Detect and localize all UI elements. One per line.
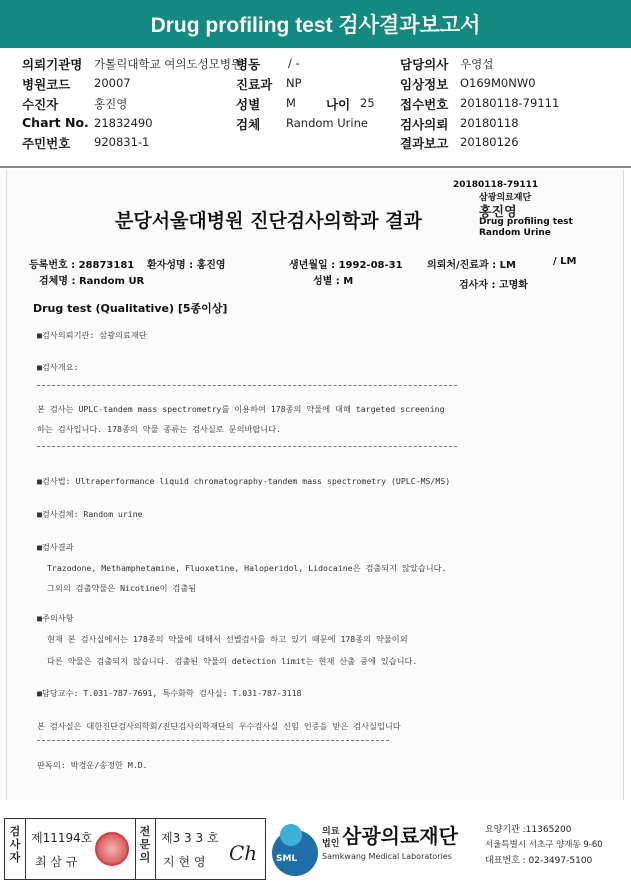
caution-line-2: 다른 약물은 검출되지 않습니다. 검출된 약물의 detection limit는 현재 산출 중에 있습니다. bbox=[47, 656, 418, 666]
inspector-label: 검사자 bbox=[9, 825, 21, 864]
overview-line-2: 하는 검사입니다. 178종의 약물 종류는 검사실로 문의바랍니다. bbox=[37, 424, 282, 434]
rrn-value: 920831-1 bbox=[94, 135, 150, 149]
org-prefix-2: 법인 bbox=[322, 839, 340, 849]
ward-label: 병동 bbox=[236, 57, 261, 72]
result-line-1: Trazodone, Methamphetamine, Fluoxetine, Haloperidol, Lidocaine은 검출되지 않았습니다. bbox=[47, 563, 447, 573]
divider-line bbox=[25, 819, 26, 879]
clinical-value: O169M0NW0 bbox=[460, 76, 536, 90]
reader: 판독의: 박경운/송정한 M.D. bbox=[37, 760, 148, 770]
header-divider bbox=[0, 166, 631, 168]
hospital-code-label: 병원코드 bbox=[22, 77, 71, 92]
drug-test-title: Drug test (Qualitative) [5종이상] bbox=[33, 302, 228, 315]
examiner: 검사자 : 고명화 bbox=[459, 280, 528, 291]
org-name: 삼광의료재단 bbox=[342, 824, 458, 848]
stamp-test: Drug profiling test bbox=[479, 217, 573, 227]
specialist-name: 지 현 영 bbox=[163, 855, 206, 869]
inspector-seal bbox=[95, 832, 129, 866]
requester: 의뢰처/진료과 : LM bbox=[427, 260, 516, 271]
hospital-title: 분당서울대병원 진단검사의학과 결과 bbox=[115, 210, 422, 232]
stamp-specimen: Random Urine bbox=[479, 228, 551, 238]
stamp-name: 홍진영 bbox=[479, 205, 517, 220]
specialist-label: 전문의 bbox=[139, 825, 151, 864]
sex-label: 성별 bbox=[236, 97, 261, 112]
sml-logo-text: SML bbox=[276, 854, 298, 864]
stamp-receipt: 20180118-79111 bbox=[453, 180, 539, 190]
stamp-org: 삼광의료재단 bbox=[479, 193, 532, 203]
sex: 성별 : M bbox=[313, 276, 354, 287]
care-no: 요양기관 :11365200 bbox=[485, 825, 572, 835]
clinical-label: 임상정보 bbox=[400, 77, 449, 92]
chart-value: 21832490 bbox=[94, 116, 153, 130]
phone: 대표번호 : 02-3497-5100 bbox=[485, 856, 593, 866]
inspector-name: 최 삼 규 bbox=[35, 855, 78, 869]
ward-value: / - bbox=[288, 56, 300, 70]
method: ■검사법: Ultraperformance liquid chromatography-tandem mass spectrometry (UPLC-MS/MS) bbox=[37, 476, 451, 486]
result-heading: ■검사결과 bbox=[37, 542, 74, 552]
specimen-name: 검체명 : Random UR bbox=[39, 276, 145, 287]
institution-label: 의뢰기관명 bbox=[22, 57, 83, 72]
age-value: 25 bbox=[360, 96, 375, 110]
contact: ■담당교수: T.031-787-7691, 특수화학 검사실: T.031-787-3118 bbox=[37, 688, 302, 698]
report-header bbox=[0, 48, 631, 166]
report-date-value: 20180126 bbox=[460, 135, 519, 149]
rrn-label: 주민번호 bbox=[22, 136, 71, 151]
request-value: 20180118 bbox=[460, 116, 519, 130]
specialist-no: 제3 3 3 호 bbox=[161, 831, 219, 845]
result-line-2: 그외의 검출약물은 Nicotine이 검출됨 bbox=[47, 583, 197, 593]
signature-box bbox=[4, 818, 266, 880]
receipt-value: 20180118-79111 bbox=[460, 96, 560, 110]
scanned-report bbox=[6, 170, 624, 800]
patient-label: 수진자 bbox=[22, 97, 59, 112]
report-footer bbox=[0, 812, 631, 883]
requester-dept: / LM bbox=[553, 256, 577, 267]
patient-name: 환자성명 : 홍진영 bbox=[147, 260, 226, 271]
caution-line-1: 현재 본 검사실에서는 178종의 약물에 대해서 선별검사를 하고 있기 때문에 178종의 약물이외 bbox=[47, 634, 408, 644]
age-label: 나이 bbox=[326, 97, 351, 112]
hospital-code-value: 20007 bbox=[94, 76, 131, 90]
reg-no: 등록번호 : 28873181 bbox=[29, 260, 135, 271]
sml-logo-icon bbox=[272, 830, 318, 876]
receipt-label: 접수번호 bbox=[400, 97, 449, 112]
specimen-line: ■검사검체: Random urine bbox=[37, 509, 143, 519]
report-title: Drug profiling test 검사결과보고서 bbox=[150, 14, 481, 37]
divider-line bbox=[135, 819, 136, 879]
inspector-no: 제11194호 bbox=[31, 831, 93, 845]
doctor-value: 우영섭 bbox=[460, 57, 494, 71]
report-date-label: 결과보고 bbox=[400, 136, 449, 151]
requester-org: ■검사의뢰기관: 삼광의료재단 bbox=[37, 330, 147, 340]
institution-value: 가톨릭대학교 여의도성모병원 bbox=[94, 57, 243, 71]
specialist-signature: Ch bbox=[229, 841, 258, 865]
specimen-value: Random Urine bbox=[286, 116, 368, 130]
patient-value: 홍진영 bbox=[94, 97, 128, 111]
org-english: Samkwang Medical Laboratories bbox=[322, 852, 452, 861]
divider-line bbox=[37, 446, 457, 447]
dob: 생년월일 : 1992-08-31 bbox=[289, 260, 403, 271]
chart-label: Chart No. bbox=[22, 115, 89, 130]
caution-heading: ■주의사항 bbox=[37, 613, 74, 623]
report-banner bbox=[0, 0, 631, 48]
address: 서울특별시 서초구 양재동 9-60 bbox=[485, 840, 603, 850]
divider-line bbox=[37, 385, 457, 386]
specimen-label: 검체 bbox=[236, 117, 261, 132]
sex-value: M bbox=[286, 96, 296, 110]
certification: 본 검사실은 대한진단검사의학회/진단검사의학재단의 우수검사실 신임 인증을 받은 검사실입니다 bbox=[37, 721, 401, 731]
doctor-label: 담당의사 bbox=[400, 57, 449, 72]
divider-line bbox=[37, 740, 389, 741]
request-label: 검사의뢰 bbox=[400, 117, 449, 132]
dept-value: NP bbox=[286, 76, 302, 90]
dept-label: 진료과 bbox=[236, 77, 273, 92]
overview-line-1: 본 검사는 UPLC-tandem mass spectrometry를 이용하여 178종의 약물에 대해 targeted screening bbox=[37, 404, 445, 414]
divider-line bbox=[155, 819, 156, 879]
org-prefix-1: 의료 bbox=[322, 827, 340, 837]
overview-heading: ■검사개요: bbox=[37, 362, 79, 372]
